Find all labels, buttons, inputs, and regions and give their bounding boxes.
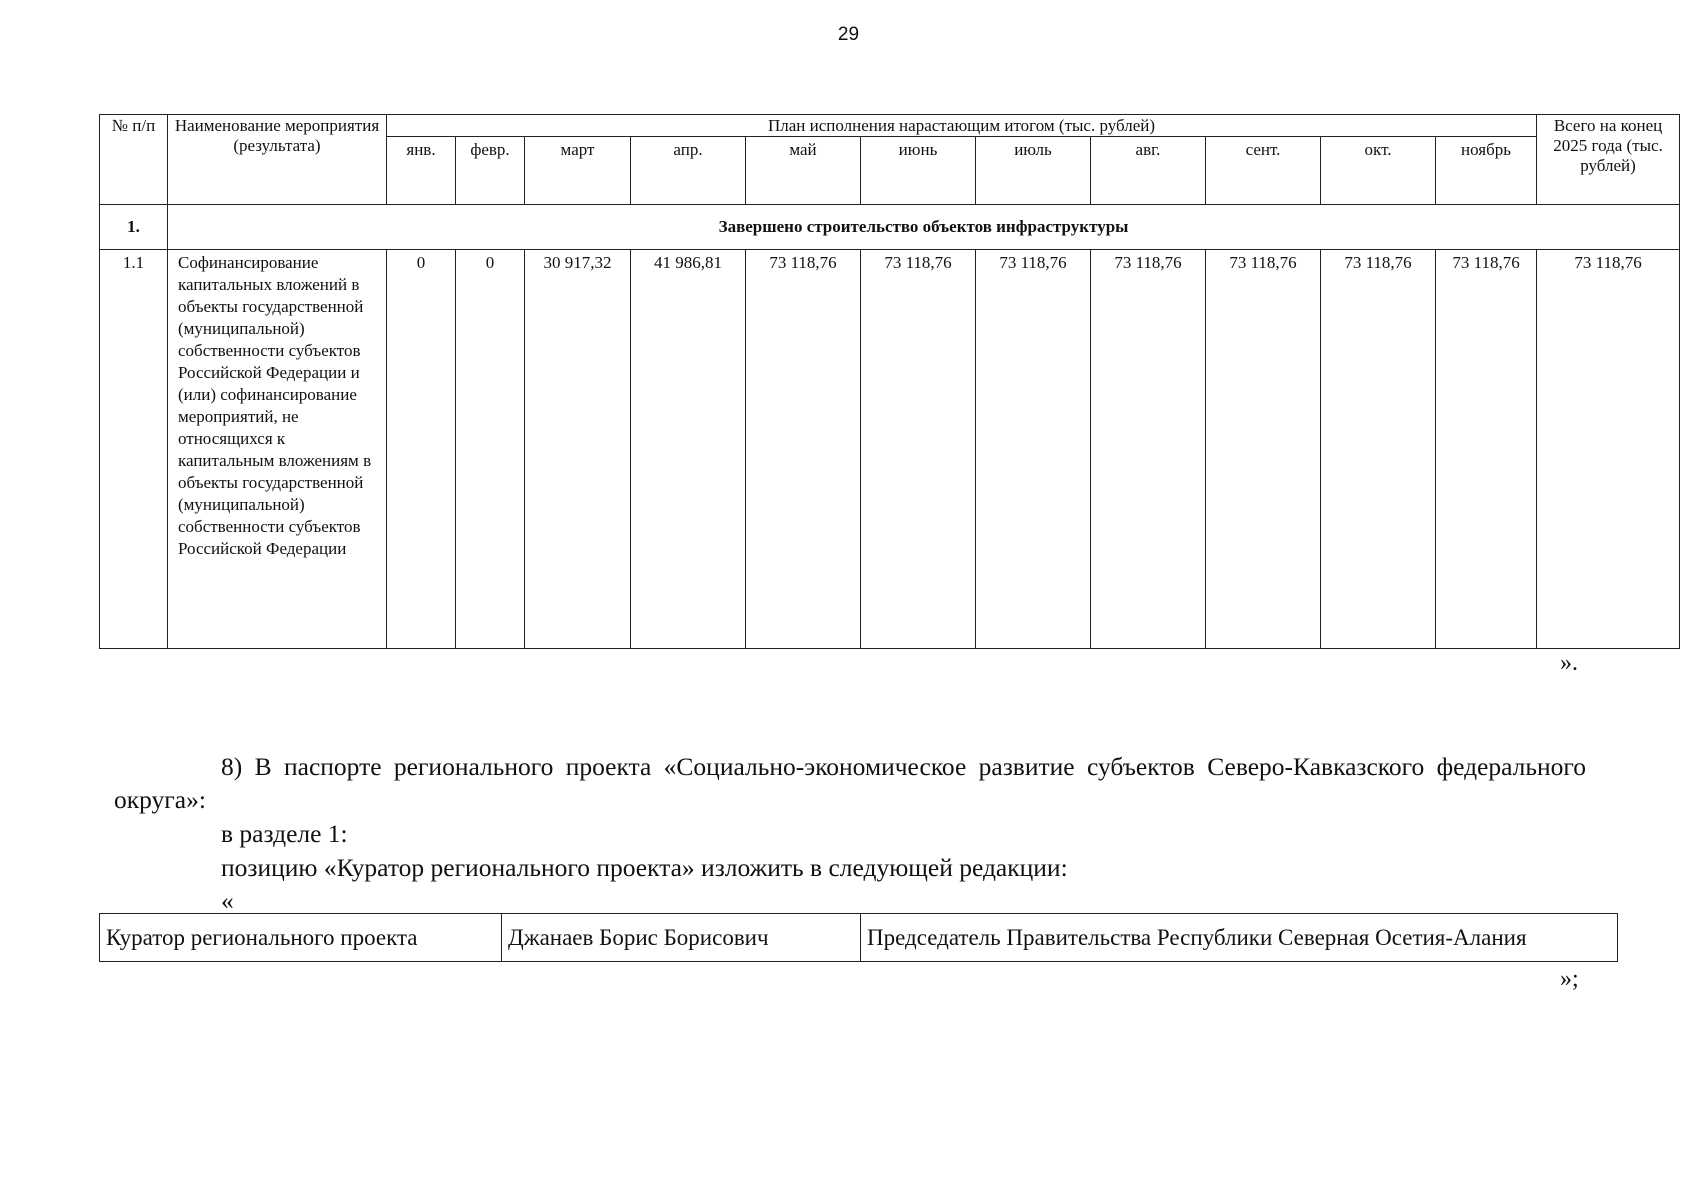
header-month: сент. xyxy=(1206,137,1321,205)
paragraph-section: в разделе 1: xyxy=(221,819,348,848)
header-month: авг. xyxy=(1091,137,1206,205)
row-value: 0 xyxy=(387,250,456,649)
curator-person: Джанаев Борис Борисович xyxy=(502,914,861,962)
table-row xyxy=(100,914,1618,962)
paragraph-instruction: позицию «Куратор регионального проекта» изложить в следующей редакции: xyxy=(221,853,1068,882)
header-num: № п/п xyxy=(100,115,168,205)
plan-header-row xyxy=(100,115,1680,137)
row-value: 30 917,32 xyxy=(525,250,631,649)
row-num: 1.1 xyxy=(100,250,168,649)
plan-table xyxy=(99,114,1680,649)
table-row xyxy=(100,250,1680,649)
row-name: Софинансирование капитальных вложений в объекты государственной (муниципальной) собственности субъектов Российской Федерации и (или) софинансирование мероприятий, не относящихся к капитальным вложениям в объекты государственной (муниципальной) собственности субъектов Российской Федерации xyxy=(168,250,387,649)
row-value: 73 118,76 xyxy=(1206,250,1321,649)
section-title: Завершено строительство объектов инфраструктуры xyxy=(168,205,1680,250)
paragraph-main: 8) В паспорте регионального проекта «Социально-экономическое развитие субъектов Северо-Кавказского федерального округа»: xyxy=(114,752,1586,814)
header-month: февр. xyxy=(456,137,525,205)
curator-table xyxy=(99,913,1618,962)
header-month: окт. xyxy=(1321,137,1436,205)
row-value: 73 118,76 xyxy=(1091,250,1206,649)
closing-quote: ». xyxy=(1560,650,1578,676)
curator-label: Куратор регионального проекта xyxy=(100,914,502,962)
row-value: 73 118,76 xyxy=(746,250,861,649)
header-month: янв. xyxy=(387,137,456,205)
row-value: 41 986,81 xyxy=(631,250,746,649)
closing-quote-semicolon: »; xyxy=(1560,966,1579,992)
row-value: 73 118,76 xyxy=(1436,250,1537,649)
page-number: 29 xyxy=(837,24,860,45)
row-value: 73 118,76 xyxy=(861,250,976,649)
opening-quote: « xyxy=(221,886,234,915)
row-value: 73 118,76 xyxy=(1321,250,1436,649)
header-month: июль xyxy=(976,137,1091,205)
curator-position: Председатель Правительства Республики Северная Осетия-Алания xyxy=(861,914,1618,962)
header-month: март xyxy=(525,137,631,205)
row-total: 73 118,76 xyxy=(1537,250,1680,649)
header-plan-group: План исполнения нарастающим итогом (тыс. рублей) xyxy=(387,115,1537,137)
section-row xyxy=(100,205,1680,250)
row-value: 0 xyxy=(456,250,525,649)
header-month: апр. xyxy=(631,137,746,205)
header-month: ноябрь xyxy=(1436,137,1537,205)
header-month: июнь xyxy=(861,137,976,205)
header-month: май xyxy=(746,137,861,205)
header-total: Всего на конец 2025 года (тыс. рублей) xyxy=(1537,115,1680,205)
row-value: 73 118,76 xyxy=(976,250,1091,649)
header-name: Наименование мероприятия (результата) xyxy=(168,115,387,205)
section-num: 1. xyxy=(100,205,168,250)
